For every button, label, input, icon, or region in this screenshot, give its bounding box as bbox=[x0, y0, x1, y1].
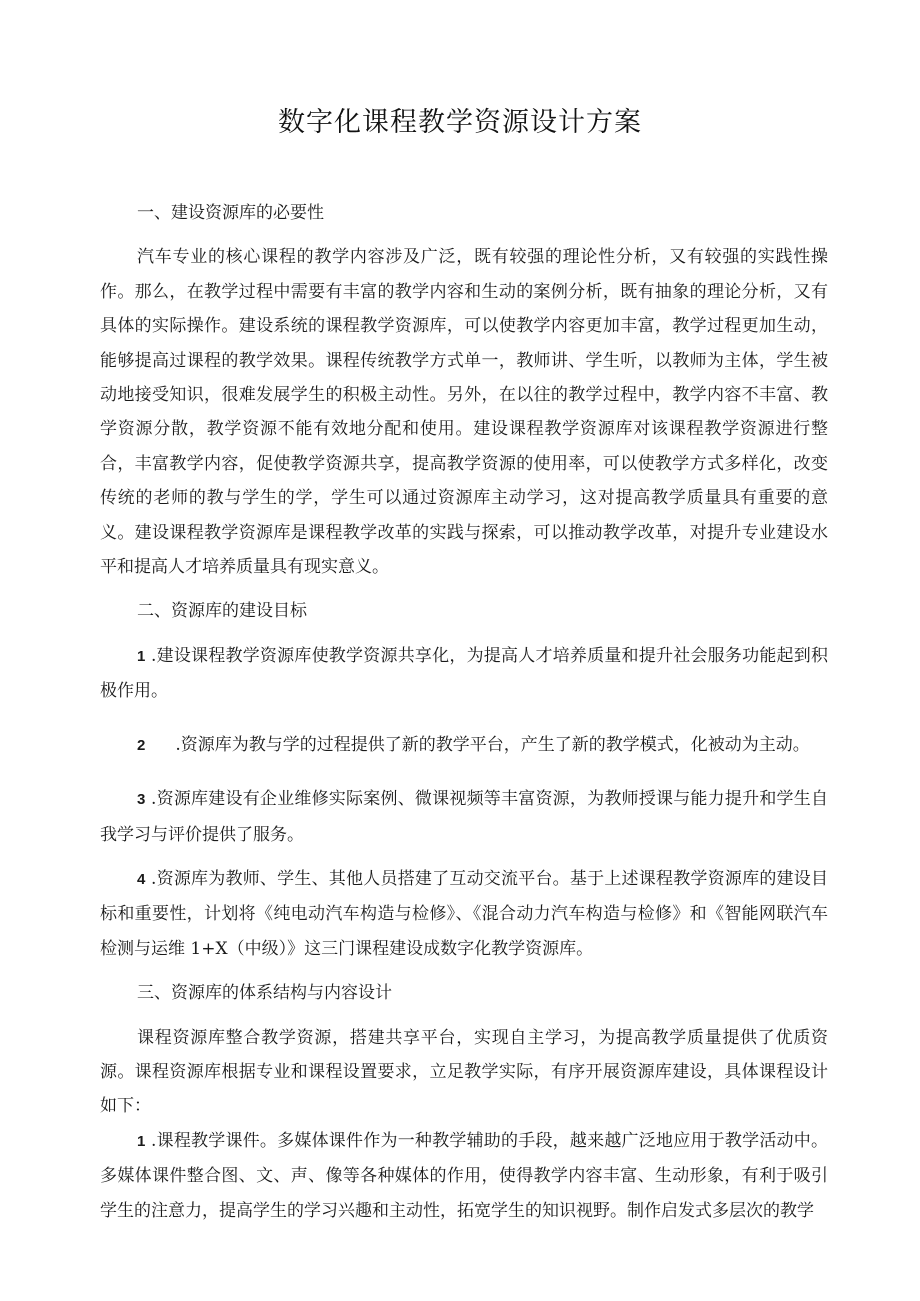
document-title: 数字化课程教学资源设计方案 bbox=[278, 107, 642, 138]
paragraph-structure: 课程资源库整合教学资源，搭建共享平台，实现自主学习，为提高教学质量提供了优质资源。课程资源库根据专业和课程设置要求，立足教学实际，有序开展资源库建设，具体课程设计如下： bbox=[100, 1027, 828, 1117]
section-heading-2: 二、资源库的建设目标 bbox=[137, 601, 307, 622]
goal-text-4: .资源库为教师、学生、其他人员搭建了互动交流平台。基于上述课程教学资源库的建设目标和重要性，计划将《纯电动汽车构造与检修》、《混合动力汽车构造与检修》和《智能网联汽车检测与运维 1+X（中级）》这三门课程建设成数字化教学资源库。 bbox=[100, 868, 828, 959]
goal-number-4: 4 bbox=[137, 870, 146, 888]
section-heading-3: 三、资源库的体系结构与内容设计 bbox=[137, 983, 392, 1004]
section-heading-1: 一、建设资源库的必要性 bbox=[137, 203, 324, 223]
goal-number-3: 3 bbox=[137, 791, 146, 809]
goal-number-1: 1 bbox=[137, 647, 146, 665]
goal-text-3: .资源库建设有企业维修实际案例、微课视频等丰富资源，为教师授课与能力提升和学生自我学习与评价提供了服务。 bbox=[100, 789, 828, 845]
goal-item-1 bbox=[100, 639, 828, 709]
goal-text-2: .资源库为教与学的过程提供了新的教学平台，产生了新的教学模式，化被动为主动。 bbox=[175, 734, 810, 755]
goal-number-2: 2 bbox=[137, 736, 146, 754]
document-body bbox=[100, 196, 828, 1228]
goal-item-2 bbox=[100, 728, 828, 763]
goal-item-4 bbox=[100, 862, 828, 966]
content-text-1: .课程教学课件。多媒体课件作为一种教学辅助的手段，越来越广泛地应用于教学活动中。多媒体课件整合图、文、声、像等各种媒体的作用，使得教学内容丰富、生动形象，有利于吸引学生的注意力，提高学生的学习兴趣和主动性，拓宽学生的知识视野。制作启发式多层次的教学 bbox=[100, 1130, 828, 1221]
paragraph-necessity: 汽车专业的核心课程的教学内容涉及广泛，既有较强的理论性分析，又有较强的实践性操作。那么，在教学过程中需要有丰富的教学内容和生动的案例分析，既有抽象的理论分析，又有具体的实际操作。建设系统的课程教学资源库，可以使教学内容更加丰富，教学过程更加生动，能够提高过课程的教学效果。课程传统教学方式单一，教师讲、学生听，以教师为主体，学生被动地接受知识，很难发展学生的积极主动性。另外，在以往的教学过程中，教学内容不丰富、教学资源分散，教学资源不能有效地分配和使用。建设课程教学资源库对该课程教学资源进行整合，丰富教学内容，促使教学资源共享，提高教学资源的使用率，可以使教学方式多样化，改变传统的老师的教与学生的学，学生可以通过资源库主动学习，这对提高教学质量具有重要的意义。建设课程教学资源库是课程教学改革的实践与探索，可以推动教学改革，对提升专业建设水平和提高人才培养质量具有现实意义。 bbox=[100, 247, 828, 578]
content-item-1 bbox=[100, 1124, 828, 1228]
goal-text-1: .建设课程教学资源库使教学资源共享化，为提高人才培养质量和提升社会服务功能起到积极作用。 bbox=[100, 645, 828, 702]
content-number-1: 1 bbox=[137, 1132, 146, 1150]
goal-item-3 bbox=[100, 782, 828, 852]
